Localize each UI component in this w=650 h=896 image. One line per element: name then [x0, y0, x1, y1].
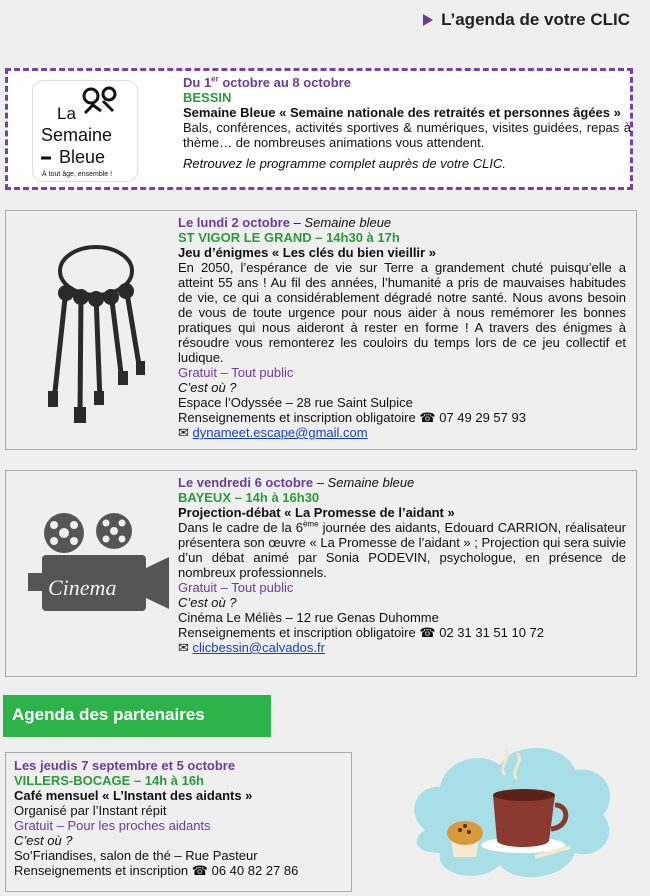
event1-title: Semaine Bleue « Semaine nationale des retraités et personnes âgées » [183, 105, 621, 120]
event2-location-time: ST VIGOR LE GRAND – 14h30 à 17h [178, 230, 400, 245]
event2-where-label: C’est où ? [178, 380, 237, 395]
event3-date: Le vendredi 6 octobre – Semaine bleue [178, 475, 415, 490]
event1-text [183, 75, 631, 171]
event3-description: Dans le cadre de la 6ème journée des aidants, Edouard CARRION, réalisateur présentera son œuvre « La Promesse de l’aidant » ; Projection qui sera suivie d’un débat animé par Sonia PODEVIN, psychologue, en présence de nombreux professionnels. [178, 519, 627, 580]
envelope-icon: ✉ [178, 425, 189, 440]
event2-title: Jeu d’énigmes « Les clés du bien vieillir » [178, 245, 436, 260]
event2-date: Le lundi 2 octobre – Semaine bleue [178, 215, 392, 230]
keys-icon [36, 231, 156, 431]
event2-description: En 2050, l’espérance de vie sur Terre a grandement chuté puisqu’elle a atteint 55 ans ! Au fil des années, l’humanité a pris de mauvaises habitudes de vie, ce qui a considérablement dégradé notre santé. Nous avons besoin de vous de toute urgence pour nous aider à nous remémorer les bonnes pratiques qui nous aideront à rester en forme ! A travers des énigmes à résoudre vous remonterez les couloirs du temps lors de ce jeu collectif et ludique. [178, 260, 626, 365]
partner-event-address: So’Friandises, salon de thé – Rue Pasteur [14, 848, 258, 863]
event3-email-link[interactable]: clicbessin@calvados.fr [192, 640, 325, 655]
logo-line1: La [57, 104, 76, 123]
event-card-cafe-mensuel [5, 752, 352, 892]
event1-note: Retrouvez le programme complet auprès de votre CLIC. [183, 156, 506, 171]
page-title: L’agenda de votre CLIC [441, 10, 630, 29]
partner-event-title: Café mensuel « L’Instant des aidants » [14, 788, 253, 803]
phone-icon: ☎ [191, 863, 208, 878]
event3-price: Gratuit – Tout public [178, 580, 294, 595]
triangle-bullet-icon [423, 14, 433, 26]
page-header [423, 10, 630, 30]
logo-line3: Bleue [59, 147, 106, 167]
event3-registration: Renseignements et inscription obligatoire ☎ 02 31 31 51 10 72 [178, 625, 545, 640]
partner-event-location-time: VILLERS-BOCAGE – 14h à 16h [14, 773, 204, 788]
event-card-projection-debat [5, 470, 637, 677]
phone-icon: ☎ [419, 625, 436, 640]
event1-date: Du 1er octobre au 8 octobre [183, 74, 351, 90]
event1-location: BESSIN [183, 90, 232, 105]
event3-email-row [178, 640, 626, 655]
envelope-icon: ✉ [178, 640, 189, 655]
partner-event-organizer: Organisé par l’Instant répit [14, 803, 167, 818]
event3-location-time: BAYEUX – 14h à 16h30 [178, 490, 320, 505]
cinema-image-text: Cinema [48, 575, 117, 600]
event2-text [178, 215, 626, 440]
event3-text [178, 475, 626, 655]
event3-where-label: C’est où ? [178, 595, 237, 610]
event3-address: Cinéma Le Méliès – 12 rue Genas Duhomme [178, 610, 439, 625]
event2-email-row [178, 425, 626, 440]
partner-event-where-label: C’est où ? [14, 833, 73, 848]
phone-icon: ☎ [419, 410, 436, 425]
partner-event-price: Gratuit – Pour les proches aidants [14, 818, 211, 833]
partners-section-title: Agenda des partenaires [3, 695, 271, 737]
event2-email-link[interactable]: dynameet.escape@gmail.com [192, 425, 368, 440]
semaine-bleue-logo [33, 81, 137, 181]
partner-event-date: Les jeudis 7 septembre et 5 octobre [14, 758, 236, 773]
event1-description: Bals, conférences, activités sportives & numériques, visites guidées, repas à thème… de nombreuses animations vous attendent. [183, 120, 631, 150]
event3-title: Projection-débat « La Promesse de l’aidant » [178, 505, 455, 520]
logo-line2: Semaine [41, 125, 113, 145]
partner-event-registration: Renseignements et inscription ☎ 06 40 82 27 86 [14, 863, 299, 878]
film-camera-icon [26, 511, 171, 621]
event2-registration: Renseignements et inscription obligatoire ☎ 07 49 29 57 93 [178, 410, 526, 425]
event-card-jeu-enigmes [5, 210, 637, 450]
event-card-semaine-bleue [5, 68, 633, 190]
event2-address: Espace l’Odyssée – 28 rue Saint Sulpice [178, 395, 413, 410]
logo-tagline: À tout âge, ensemble ! [42, 171, 113, 178]
partner-event-text [14, 758, 349, 878]
event2-price: Gratuit – Tout public [178, 365, 294, 380]
semaine-bleue-logo-icon [33, 81, 137, 181]
coffee-cup-illustration [405, 735, 620, 890]
